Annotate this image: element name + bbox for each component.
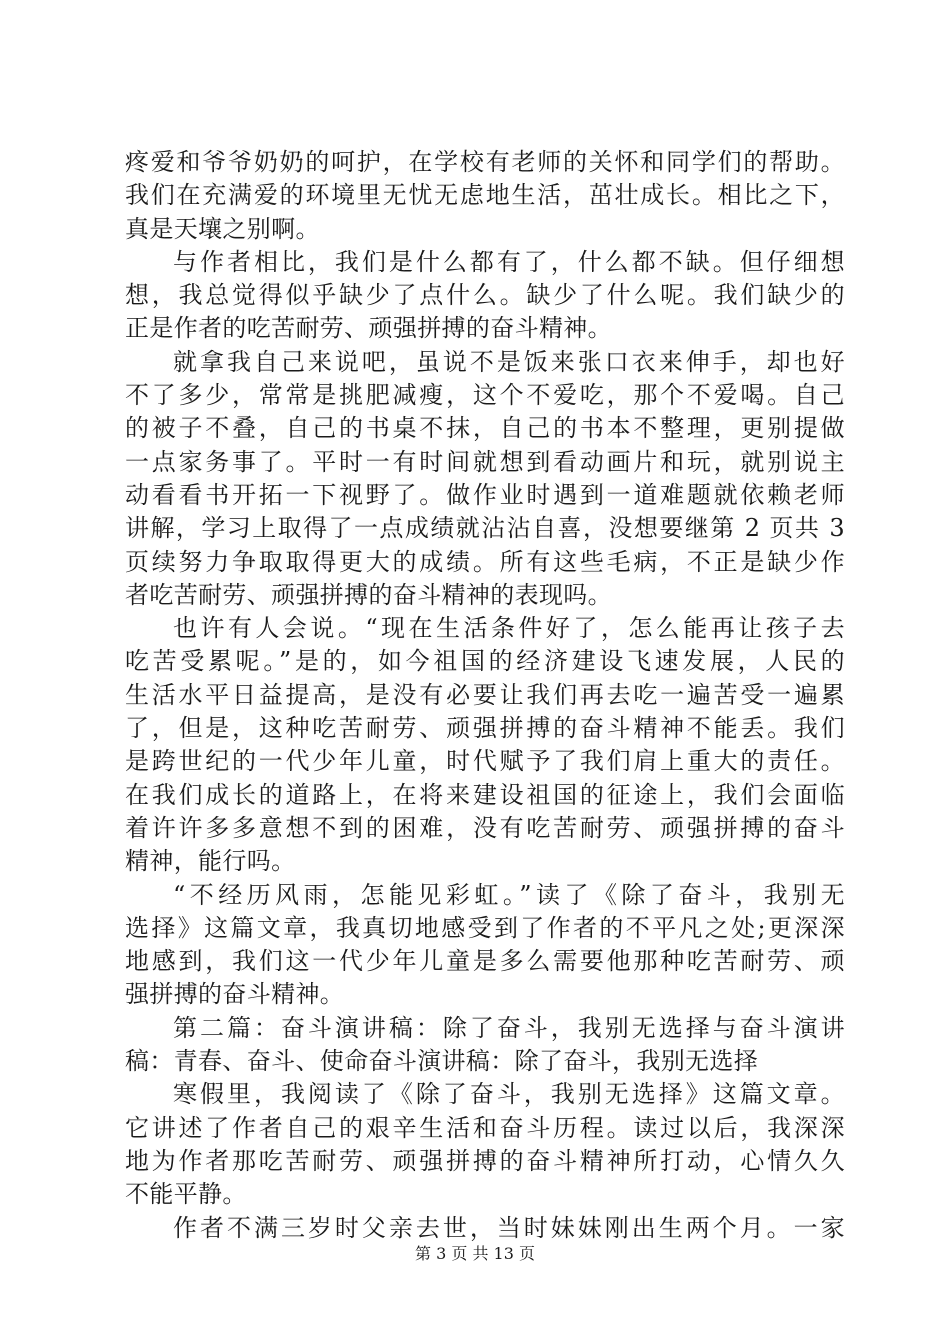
page-footer: 第 3 页 共 13 页 xyxy=(415,1244,535,1263)
text-line: 的被子不叠，自己的书桌不抹，自己的书本不整理，更别提做 xyxy=(125,414,845,443)
text-line: “不经历风雨，怎能见彩虹。”读了《除了奋斗，我别无 xyxy=(173,880,845,909)
text-line: 想，我总觉得似乎缺少了点什么。缺少了什么呢。我们缺少的 xyxy=(125,281,845,310)
text-line: 疼爱和爷爷奶奶的呵护，在学校有老师的关怀和同学们的帮助。 xyxy=(125,148,845,176)
text-line: 一点家务事了。平时一有时间就想到看动画片和玩，就别说主 xyxy=(125,447,845,476)
text-line: 与作者相比，我们是什么都有了，什么都不缺。但仔细想 xyxy=(173,247,845,276)
text-line: 地感到，我们这一代少年儿童是多么需要他那种吃苦耐劳、顽 xyxy=(125,947,845,976)
text-line: 页续努力争取取得更大的成绩。所有这些毛病，不正是缺少作 xyxy=(125,547,845,576)
text-line: 在我们成长的道路上，在将来建设祖国的征途上，我们会面临 xyxy=(125,780,845,809)
text-line: 也许有人会说。“现在生活条件好了，怎么能再让孩子去 xyxy=(173,614,845,643)
text-line: 选择》这篇文章，我真切地感受到了作者的不平凡之处;更深深 xyxy=(125,913,845,942)
text-line: 作者不满三岁时父亲去世，当时妹妹刚出生两个月。一家 xyxy=(173,1213,845,1242)
text-line: 精神，能行吗。 xyxy=(125,847,296,876)
text-line: 地为作者那吃苦耐劳、顽强拼搏的奋斗精神所打动，心情久久 xyxy=(125,1146,845,1175)
body-text xyxy=(125,146,845,1245)
text-line: 稿：青春、奋斗、使命奋斗演讲稿：除了奋斗，我别无选择 xyxy=(125,1047,759,1076)
text-line: 讲解，学习上取得了一点成绩就沾沾自喜，没想要继第 2 页共 3 xyxy=(125,514,845,543)
text-line: 不了多少，常常是挑肥减瘦，这个不爱吃，那个不爱喝。自己 xyxy=(125,381,845,410)
text-line: 第二篇：奋斗演讲稿：除了奋斗，我别无选择与奋斗演讲 xyxy=(173,1013,845,1042)
text-line: 强拼搏的奋斗精神。 xyxy=(125,980,345,1009)
text-line: 寒假里，我阅读了《除了奋斗，我别无选择》这篇文章。 xyxy=(173,1080,845,1109)
text-line: 真是天壤之别啊。 xyxy=(125,214,320,243)
text-line: 动看看书开拓一下视野了。做作业时遇到一道难题就依赖老师 xyxy=(125,480,845,509)
text-line: 它讲述了作者自己的艰辛生活和奋斗历程。读过以后，我深深 xyxy=(125,1113,845,1142)
text-line: 者吃苦耐劳、顽强拼搏的奋斗精神的表现吗。 xyxy=(125,580,612,609)
text-line: 不能平静。 xyxy=(125,1180,247,1209)
text-line: 着许许多多意想不到的困难，没有吃苦耐劳、顽强拼搏的奋斗 xyxy=(125,813,845,842)
text-line: 我们在充满爱的环境里无忧无虑地生活，茁壮成长。相比之下， xyxy=(125,181,845,210)
text-line: 正是作者的吃苦耐劳、顽强拼搏的奋斗精神。 xyxy=(125,314,612,343)
text-line: 吃苦受累呢。”是的，如今祖国的经济建设飞速发展，人民的 xyxy=(125,647,845,676)
text-line: 就拿我自己来说吧，虽说不是饭来张口衣来伸手，却也好 xyxy=(173,347,845,376)
text-line: 生活水平日益提高，是没有必要让我们再去吃一遍苦受一遍累 xyxy=(125,680,845,709)
text-line: 是跨世纪的一代少年儿童，时代赋予了我们肩上重大的责任。 xyxy=(125,747,845,776)
text-line: 了，但是，这种吃苦耐劳、顽强拼搏的奋斗精神不能丢。我们 xyxy=(125,714,845,743)
